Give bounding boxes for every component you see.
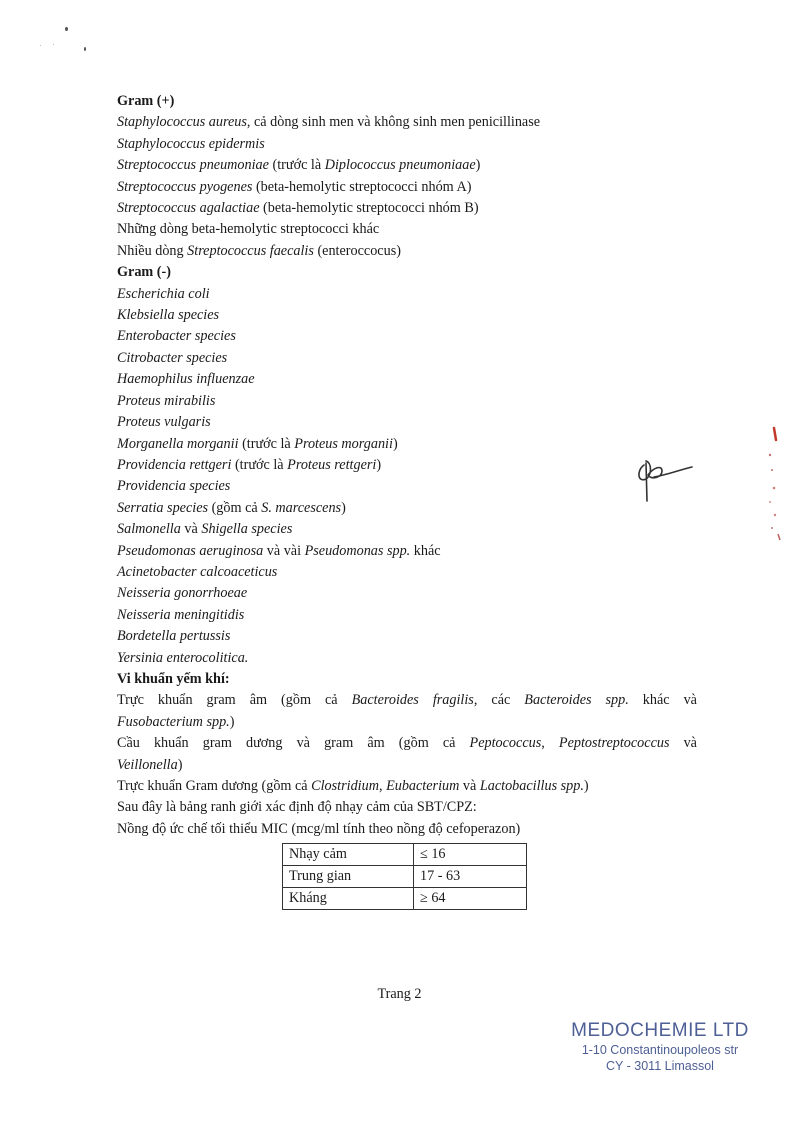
document-body — [117, 91, 697, 840]
scan-speck — [53, 44, 54, 45]
taxon-name: Acinetobacter calcoaceticus — [117, 563, 278, 580]
list-item — [117, 177, 697, 198]
table-cell-value: 17 - 63 — [414, 866, 527, 888]
taxon-name: Proteus vulgaris — [117, 414, 211, 431]
taxon-name: Enterobacter species — [117, 328, 236, 345]
scan-speck — [40, 45, 41, 46]
breakpoints-intro: Sau đây là bảng ranh giới xác định độ nhạy cảm của SBT/CPZ: — [117, 799, 477, 816]
list-item — [117, 369, 697, 390]
list-item — [117, 776, 697, 797]
text-run: Nhiều dòng — [117, 242, 188, 259]
taxon-name: Escherichia coli — [117, 285, 210, 302]
text-run: (beta-hemolytic streptococci nhóm B) — [259, 200, 479, 217]
table-row — [283, 844, 527, 866]
mic-note: Nồng độ ức chế tối thiểu MIC (mcg/ml tính theo nồng độ cefoperazon) — [117, 820, 521, 837]
taxon-name: Bacteroides fragilis — [351, 692, 474, 709]
taxon-name: Shigella species — [201, 521, 293, 538]
list-item — [117, 626, 697, 647]
text-run: (gồm cả — [208, 499, 262, 516]
taxon-name: Klebsiella species — [117, 307, 220, 324]
taxon-name: Serratia species — [117, 499, 209, 516]
taxon-name: Pseudomonas aeruginosa — [117, 542, 264, 559]
table-cell-value: ≥ 64 — [414, 888, 527, 910]
stamp-address-line-2: CY - 3011 Limassol — [606, 1059, 714, 1073]
list-item — [117, 605, 697, 626]
text-run: ) — [475, 157, 481, 174]
list-item — [117, 519, 697, 540]
taxon-name: Fusobacterium spp. — [117, 713, 230, 730]
list-item — [117, 583, 697, 604]
text-run: Cầu khuẩn gram dương và gram âm (gồm cả — [117, 735, 470, 752]
table-cell-label: Trung gian — [283, 866, 414, 888]
list-item — [117, 198, 697, 219]
text-run: (enteroccocus) — [313, 242, 401, 259]
taxon-name: Salmonella — [117, 521, 181, 538]
list-item — [117, 648, 697, 669]
taxon-name: Streptococcus pneumoniae — [117, 157, 269, 174]
list-item — [117, 155, 697, 176]
taxon-name: Streptococcus faecalis — [187, 242, 314, 259]
taxon-name: Peptostreptococcus — [558, 735, 670, 752]
list-item — [117, 219, 697, 240]
table-cell-label: Kháng — [283, 888, 414, 910]
taxon-name: Proteus rettgeri — [287, 456, 377, 473]
text-run: , cả dòng sinh men và không sinh men penicillinase — [246, 114, 541, 131]
taxon-name: Proteus mirabilis — [117, 392, 216, 409]
taxon-name: Staphylococcus aureus — [117, 114, 247, 131]
list-item — [117, 348, 697, 369]
scan-speck — [84, 47, 86, 51]
list-item — [117, 562, 697, 583]
stamp-company-name: MEDOCHEMIE LTD — [571, 1020, 749, 1041]
taxon-name: Veillonella — [117, 756, 178, 773]
gram-positive-list — [117, 112, 697, 262]
list-item — [117, 391, 697, 412]
taxon-name: Providencia rettgeri — [117, 456, 232, 473]
taxon-name: Haemophilus influenzae — [117, 371, 255, 388]
taxon-name: Bacteroides spp. — [524, 692, 629, 709]
taxon-name: Citrobacter species — [117, 349, 228, 366]
anaerobes-heading: Vi khuẩn yếm khí: — [117, 670, 230, 687]
list-item — [117, 412, 697, 433]
list-item — [117, 134, 697, 155]
page-number: Trang 2 — [377, 986, 422, 1002]
text-run: , các — [473, 692, 525, 709]
taxon-name: Streptococcus pyogenes — [117, 178, 253, 195]
text-run: Trực khuẩn Gram dương (gồm cả — [117, 778, 312, 794]
taxon-name: Clostridium — [311, 778, 379, 794]
table-row — [283, 866, 527, 888]
list-item — [117, 112, 697, 133]
list-item — [117, 434, 697, 455]
taxon-name: Pseudomonas spp. — [304, 542, 411, 559]
taxon-name: Peptococcus — [469, 735, 542, 752]
text-run: và — [459, 778, 480, 794]
taxon-name: Providencia species — [117, 478, 231, 495]
anaerobes-list — [117, 690, 697, 797]
text-run: (trước là — [238, 435, 295, 452]
text-run: Trực khuẩn gram âm (gồm cả — [117, 692, 352, 709]
taxon-name: Streptococcus agalactiae — [117, 200, 260, 217]
text-run: ) — [392, 435, 398, 452]
list-item — [117, 305, 697, 326]
taxon-name: Neisseria gonorrhoeae — [117, 585, 248, 602]
taxon-name: Proteus morganii — [294, 435, 393, 452]
text-run: , — [541, 735, 559, 752]
text-run: và vài — [263, 542, 305, 559]
text-run: , — [378, 778, 387, 794]
list-item — [117, 241, 697, 262]
gram-negative-heading: Gram (-) — [117, 264, 171, 281]
list-item — [117, 476, 697, 497]
text-run: ) — [229, 713, 235, 730]
list-item — [117, 712, 697, 733]
text-run: và — [669, 735, 697, 752]
stamp-edge-fragment — [758, 420, 788, 550]
gram-negative-list — [117, 284, 697, 669]
taxon-name: Bordetella pertussis — [117, 628, 231, 645]
taxon-name: Diplococcus pneumoniaae — [324, 157, 476, 174]
table-cell-label: Nhạy cảm — [283, 844, 414, 866]
text-run: ) — [341, 499, 346, 516]
list-item — [117, 690, 697, 711]
taxon-name: Morganella morganii — [117, 435, 239, 452]
text-run: Những dòng beta-hemolytic streptococci khác — [117, 221, 380, 238]
taxon-name: Lactobacillus spp. — [479, 778, 584, 794]
list-item — [117, 755, 697, 776]
table-cell-value: ≤ 16 — [414, 844, 527, 866]
list-item — [117, 733, 697, 754]
table-row — [283, 888, 527, 910]
text-run: và — [180, 521, 202, 538]
taxon-name: Yersinia enterocolitica. — [117, 649, 249, 666]
text-run: (beta-hemolytic streptococci nhóm A) — [252, 178, 472, 195]
list-item — [117, 498, 697, 519]
text-run: ) — [376, 456, 382, 473]
list-item — [117, 284, 697, 305]
taxon-name: Eubacterium — [386, 778, 460, 794]
text-run: khác và — [628, 692, 697, 709]
list-item — [117, 541, 697, 562]
text-run: ) — [583, 778, 589, 794]
taxon-name: Neisseria meningitidis — [117, 606, 245, 623]
taxon-name: S. marcescens — [261, 499, 342, 516]
list-item — [117, 455, 697, 476]
gram-positive-heading: Gram (+) — [117, 93, 175, 109]
mic-breakpoint-table — [282, 843, 527, 910]
text-run: khác — [410, 542, 441, 559]
list-item — [117, 326, 697, 347]
text-run: (trước là — [231, 456, 288, 473]
text-run: (trước là — [268, 157, 325, 174]
scan-speck — [65, 27, 68, 31]
text-run: ) — [177, 756, 183, 773]
stamp-address-line-1: 1-10 Constantinoupoleos str — [581, 1043, 739, 1057]
taxon-name: Staphylococcus epidermis — [117, 135, 265, 152]
handwritten-initials — [632, 451, 702, 511]
company-stamp — [560, 1020, 760, 1074]
